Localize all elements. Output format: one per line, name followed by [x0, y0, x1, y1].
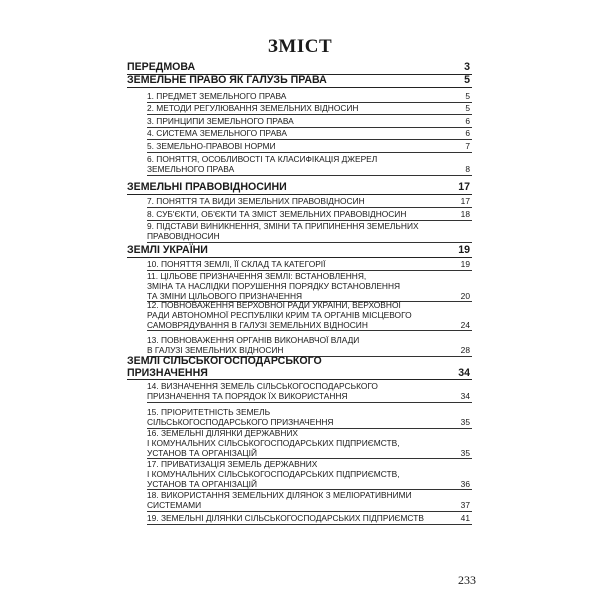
toc-page-number: 5: [465, 91, 470, 101]
toc-page-number: 5: [464, 74, 470, 86]
toc-section[interactable]: [127, 182, 472, 194]
toc-section-title: ЗЕМЛІ СІЛЬСЬКОГОСПОДАРСЬКОГО ПРИЗНАЧЕННЯ: [127, 355, 322, 379]
toc-page-number: 17: [460, 196, 470, 206]
toc-item[interactable]: [147, 514, 472, 524]
toc-page-number: 20: [460, 290, 470, 301]
toc-section[interactable]: [127, 75, 472, 87]
toc-leader-line: [127, 194, 472, 195]
toc-item-title: 17. ПРИВАТИЗАЦІЯ ЗЕМЕЛЬ ДЕРЖАВНИХ І КОМУНАЛЬНИХ СІЛЬСЬКОГОСПОДАРСЬКИХ ПІДПРИЄМСТВ, УСТАНОВ ТА ОРГАНІЗАЦІЙ: [147, 459, 400, 489]
toc-page-number: 18: [460, 209, 470, 219]
toc-item[interactable]: [147, 429, 472, 458]
toc-page-number: 35: [460, 416, 470, 427]
toc-item[interactable]: [147, 301, 472, 330]
toc-page-number: 19: [460, 259, 470, 269]
toc-item-title: 3. ПРИНЦИПИ ЗЕМЕЛЬНОГО ПРАВА: [147, 116, 294, 126]
toc-item-title: 4. СИСТЕМА ЗЕМЕЛЬНОГО ПРАВА: [147, 128, 287, 138]
toc-leader-line: [147, 402, 472, 403]
page-number: 233: [458, 573, 476, 587]
toc-item-title: 16. ЗЕМЕЛЬНІ ДІЛЯНКИ ДЕРЖАВНИХ І КОМУНАЛЬНИХ СІЛЬСЬКОГОСПОДАРСЬКИХ ПІДПРИЄМСТВ, УСТАНОВ ТА ОРГАНІЗАЦІЙ: [147, 428, 400, 458]
toc-leader-line: [147, 139, 472, 140]
toc-leader-line: [147, 330, 472, 331]
toc-page-number: 34: [458, 366, 470, 379]
toc-page-number: 17: [458, 181, 470, 193]
toc-item-title: 10. ПОНЯТТЯ ЗЕМЛІ, ЇЇ СКЛАД ТА КАТЕГОРІЇ: [147, 259, 326, 269]
toc-item[interactable]: [147, 222, 472, 242]
toc-section[interactable]: [127, 62, 472, 74]
toc-page-number: 7: [465, 141, 470, 151]
toc-item[interactable]: [147, 491, 472, 511]
toc-leader-line: [127, 379, 472, 380]
toc-item-title: 8. СУБ'ЄКТИ, ОБ'ЄКТИ ТА ЗМІСТ ЗЕМЕЛЬНИХ ПРАВОВІДНОСИН: [147, 209, 407, 219]
toc-item-title: 12. ПОВНОВАЖЕННЯ ВЕРХОВНОЇ РАДИ УКРАЇНИ, ВЕРХОВНОЇ РАДИ АВТОНОМНОЇ РЕСПУБЛІКИ КРИМ ТА ОРГАНІВ МІСЦЕВОГО САМОВРЯДУВАННЯ В ГАЛУЗІ ЗЕМЕЛЬНИХ ВІДНОСИН: [147, 300, 412, 330]
toc-leader-line: [147, 175, 472, 176]
toc-section-title: ЗЕМЛІ УКРАЇНИ: [127, 244, 208, 256]
toc-item[interactable]: [147, 210, 472, 220]
toc-item-title: 13. ПОВНОВАЖЕННЯ ОРГАНІВ ВИКОНАВЧОЇ ВЛАДИ В ГАЛУЗІ ЗЕМЕЛЬНИХ ВІДНОСИН: [147, 335, 360, 355]
toc-section-title: ПЕРЕДМОВА: [127, 61, 196, 73]
toc-section-title: ЗЕМЕЛЬНЕ ПРАВО ЯК ГАЛУЗЬ ПРАВА: [127, 74, 327, 86]
toc-leader-line: [147, 524, 472, 525]
toc-leader-line: [127, 87, 472, 88]
toc-item[interactable]: [147, 336, 472, 356]
toc-leader-line: [147, 114, 472, 115]
toc-page-number: 34: [460, 390, 470, 401]
toc-item[interactable]: [147, 155, 472, 175]
toc-item-title: 9. ПІДСТАВИ ВИНИКНЕННЯ, ЗМІНИ ТА ПРИПИНЕННЯ ЗЕМЕЛЬНИХ ПРАВОВІДНОСИН: [147, 221, 419, 241]
toc-leader-line: [127, 257, 472, 258]
toc-item[interactable]: [147, 382, 472, 402]
toc-leader-line: [147, 511, 472, 512]
toc-item-title: 11. ЦІЛЬОВЕ ПРИЗНАЧЕННЯ ЗЕМЛІ: ВСТАНОВЛЕННЯ, ЗМІНА ТА НАСЛІДКИ ПОРУШЕННЯ ПОРЯДКУ ВСТАНОВЛЕННЯ ТА ЗМІНИ ЦІЛЬОВОГО ПРИЗНАЧЕННЯ: [147, 271, 401, 301]
toc-page-number: 5: [465, 103, 470, 113]
toc-item-title: 6. ПОНЯТТЯ, ОСОБЛИВОСТІ ТА КЛАСИФІКАЦІЯ ДЖЕРЕЛ ЗЕМЕЛЬНОГО ПРАВА: [147, 154, 378, 174]
toc-item[interactable]: [147, 260, 472, 270]
toc-item[interactable]: [147, 104, 472, 114]
toc-item[interactable]: [147, 142, 472, 152]
page-title: ЗМІСТ: [267, 36, 333, 57]
toc-item[interactable]: [147, 92, 472, 102]
toc-page-number: 6: [465, 128, 470, 138]
toc-item[interactable]: [147, 272, 472, 301]
toc-item[interactable]: [147, 197, 472, 207]
toc-page-number: 36: [460, 478, 470, 489]
toc-item-title: 14. ВИЗНАЧЕННЯ ЗЕМЕЛЬ СІЛЬСЬКОГОСПОДАРСЬКОГО ПРИЗНАЧЕННЯ ТА ПОРЯДОК ЇХ ВИКОРИСТАННЯ: [147, 381, 378, 401]
toc-page-number: 8: [465, 163, 470, 174]
toc-page-number: 28: [460, 344, 470, 355]
toc-item[interactable]: [147, 117, 472, 127]
toc-item-title: 18. ВИКОРИСТАННЯ ЗЕМЕЛЬНИХ ДІЛЯНОК З МЕЛІОРАТИВНИМИ СИСТЕМАМИ: [147, 490, 412, 510]
toc-item[interactable]: [147, 408, 472, 428]
toc-section[interactable]: [127, 245, 472, 257]
toc-item-title: 15. ПРІОРИТЕТНІСТЬ ЗЕМЕЛЬ СІЛЬСЬКОГОСПОДАРСЬКОГО ПРИЗНАЧЕННЯ: [147, 407, 334, 427]
toc-leader-line: [147, 242, 472, 243]
toc-page-number: 24: [460, 319, 470, 330]
toc-page-number: 19: [458, 244, 470, 256]
toc-section-title: ЗЕМЕЛЬНІ ПРАВОВІДНОСИНИ: [127, 181, 287, 193]
toc-section[interactable]: [127, 356, 472, 379]
toc-page-number: 37: [460, 499, 470, 510]
toc-leader-line: [147, 207, 472, 208]
toc-item-title: 7. ПОНЯТТЯ ТА ВИДИ ЗЕМЕЛЬНИХ ПРАВОВІДНОСИН: [147, 196, 365, 206]
toc-page-number: 35: [460, 447, 470, 458]
toc-item[interactable]: [147, 129, 472, 139]
toc-item-title: 1. ПРЕДМЕТ ЗЕМЕЛЬНОГО ПРАВА: [147, 91, 287, 101]
toc-page-number: 3: [464, 61, 470, 73]
toc-item-title: 19. ЗЕМЕЛЬНІ ДІЛЯНКИ СІЛЬСЬКОГОСПОДАРСЬКИХ ПІДПРИЄМСТВ: [147, 513, 424, 523]
toc-leader-line: [147, 152, 472, 153]
toc-item-title: 2. МЕТОДИ РЕГУЛЮВАННЯ ЗЕМЕЛЬНИХ ВІДНОСИН: [147, 103, 359, 113]
toc-page-number: 6: [465, 116, 470, 126]
toc-item[interactable]: [147, 460, 472, 489]
toc-page-number: 41: [460, 513, 470, 523]
toc-item-title: 5. ЗЕМЕЛЬНО-ПРАВОВІ НОРМИ: [147, 141, 276, 151]
